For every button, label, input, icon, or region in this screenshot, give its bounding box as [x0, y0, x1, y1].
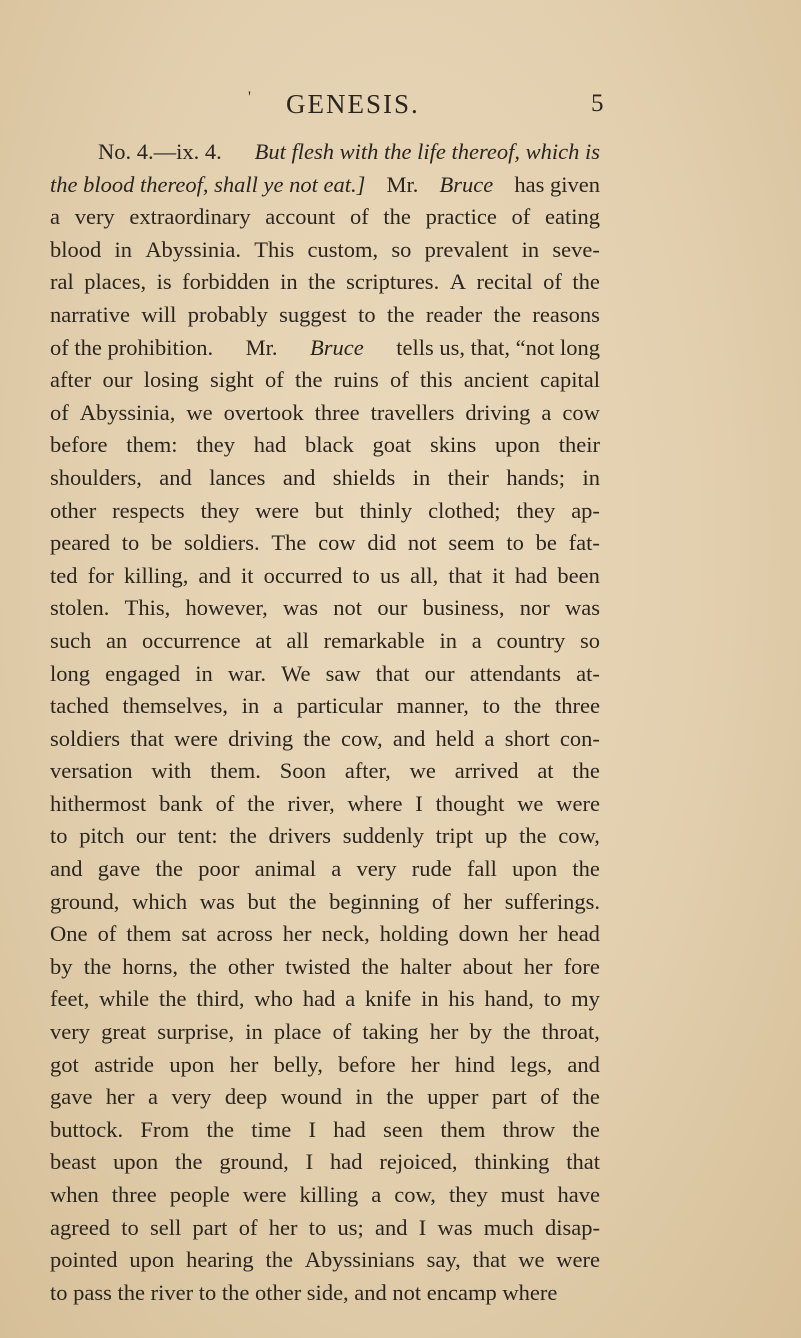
text-span: beast upon the ground, I had rejoiced, thinking that: [50, 1149, 600, 1175]
text-span: got astride upon her belly, before her hind legs, and: [50, 1051, 600, 1077]
text-line: [50, 1049, 600, 1082]
text-span: a very extraordinary account of the practice of eating: [50, 204, 600, 230]
quoted-verse: But flesh with the life thereof, which is: [254, 139, 600, 164]
text-line: [50, 397, 600, 430]
text-line: [50, 820, 600, 853]
text-line: [50, 983, 600, 1016]
text-span: of the prohibition.: [50, 334, 214, 360]
text-span: peared to be soldiers. The cow did not seem to be fat-: [50, 530, 600, 556]
text-span: gave her a very deep wound in the upper part of the: [50, 1084, 600, 1110]
author-name: Bruce: [310, 334, 364, 360]
text-line: [50, 266, 600, 299]
text-line: [50, 332, 600, 365]
text-line: [50, 1016, 600, 1049]
text-line: [50, 1244, 600, 1277]
text-span: tached themselves, in a particular manner, to the three: [50, 693, 600, 719]
text-span: before them: they had black goat skins upon their: [50, 432, 600, 458]
text-span: to pitch our tent: the drivers suddenly tript up the cow,: [50, 823, 600, 849]
text-span: versation with them. Soon after, we arrived at the: [50, 758, 600, 784]
text-line: [50, 592, 600, 625]
text-line: [50, 169, 600, 202]
text-span: and gave the poor animal a very rude fall upon the: [50, 856, 600, 882]
text-line: [50, 951, 600, 984]
text-span: shoulders, and lances and shields in their hands; in: [50, 464, 600, 490]
text-span: stolen. This, however, was not our business, nor was: [50, 595, 600, 621]
text-span: Mr.: [245, 334, 278, 360]
text-line: [50, 429, 600, 462]
text-span: long engaged in war. We saw that our attendants at-: [50, 660, 600, 686]
text-span: ral places, is forbidden in the scriptures. A recital of the: [50, 269, 600, 295]
text-line: [50, 560, 600, 593]
text-span: buttock. From the time I had seen them throw the: [50, 1116, 600, 1142]
text-span: of Abyssinia, we overtook three travellers driving a cow: [50, 399, 600, 425]
running-title: GENESIS.: [286, 89, 420, 119]
body-text: [50, 136, 600, 1309]
text-span: other respects they were but thinly clothed; they ap-: [50, 497, 600, 523]
text-line: [50, 1114, 600, 1147]
text-line: [50, 1146, 600, 1179]
text-span: very great surprise, in place of taking her by the throat,: [50, 1019, 600, 1045]
author-name: Bruce: [439, 171, 494, 197]
text-span: when three people were killing a cow, they must have: [50, 1182, 600, 1207]
header-mark: ': [248, 89, 251, 106]
text-span: ground, which was but the beginning of her sufferings.: [50, 888, 600, 914]
text-span: ted for killing, and it occurred to us all, that it had been: [50, 562, 600, 588]
quoted-verse: the blood thereof, shall ye not eat.]: [50, 171, 366, 197]
text-line: [50, 755, 600, 788]
text-span: to pass the river to the other side, and not encamp where: [50, 1279, 558, 1305]
text-line: [50, 658, 600, 691]
text-span: after our losing sight of the ruins of this ancient capital: [50, 367, 600, 393]
text-span: tells us, that, “not long: [396, 334, 600, 360]
text-line: [50, 136, 600, 169]
text-span: Mr.: [386, 171, 419, 197]
text-span: One of them sat across her neck, holding down her head: [50, 921, 600, 947]
text-span: soldiers that were driving the cow, and held a short con-: [50, 725, 600, 751]
text-line: [50, 234, 600, 267]
text-span: agreed to sell part of her to us; and I was much disap-: [50, 1214, 600, 1240]
text-line: [50, 1212, 600, 1245]
text-line: [50, 886, 600, 919]
text-span: hithermost bank of the river, where I thought we were: [50, 790, 600, 816]
text-span: by the horns, the other twisted the halter about her fore: [50, 953, 600, 979]
text-line: [50, 527, 600, 560]
text-line: [50, 1081, 600, 1114]
text-line: [50, 723, 600, 756]
text-line: [50, 1179, 600, 1212]
text-span: has given: [514, 171, 600, 197]
text-span: pointed upon hearing the Abyssinians say, that we were: [50, 1247, 600, 1273]
text-line: [50, 495, 600, 528]
text-line: [50, 853, 600, 886]
text-line: [50, 788, 600, 821]
text-line: [50, 462, 600, 495]
text-line: [50, 690, 600, 723]
text-line: [50, 918, 600, 951]
page-number: 5: [591, 90, 604, 117]
text-line: [50, 625, 600, 658]
running-header: [248, 86, 600, 122]
text-line: [50, 299, 600, 332]
text-span: narrative will probably suggest to the reader the reasons: [50, 301, 600, 327]
text-span: such an occurrence at all remarkable in a country so: [50, 627, 600, 653]
text-line: [50, 201, 600, 234]
text-line: [50, 1277, 600, 1310]
entry-reference: No. 4.—ix. 4.: [98, 139, 222, 164]
text-span: blood in Abyssinia. This custom, so prevalent in seve-: [50, 236, 600, 262]
text-span: feet, while the third, who had a knife in his hand, to my: [50, 986, 600, 1012]
text-line: [50, 364, 600, 397]
